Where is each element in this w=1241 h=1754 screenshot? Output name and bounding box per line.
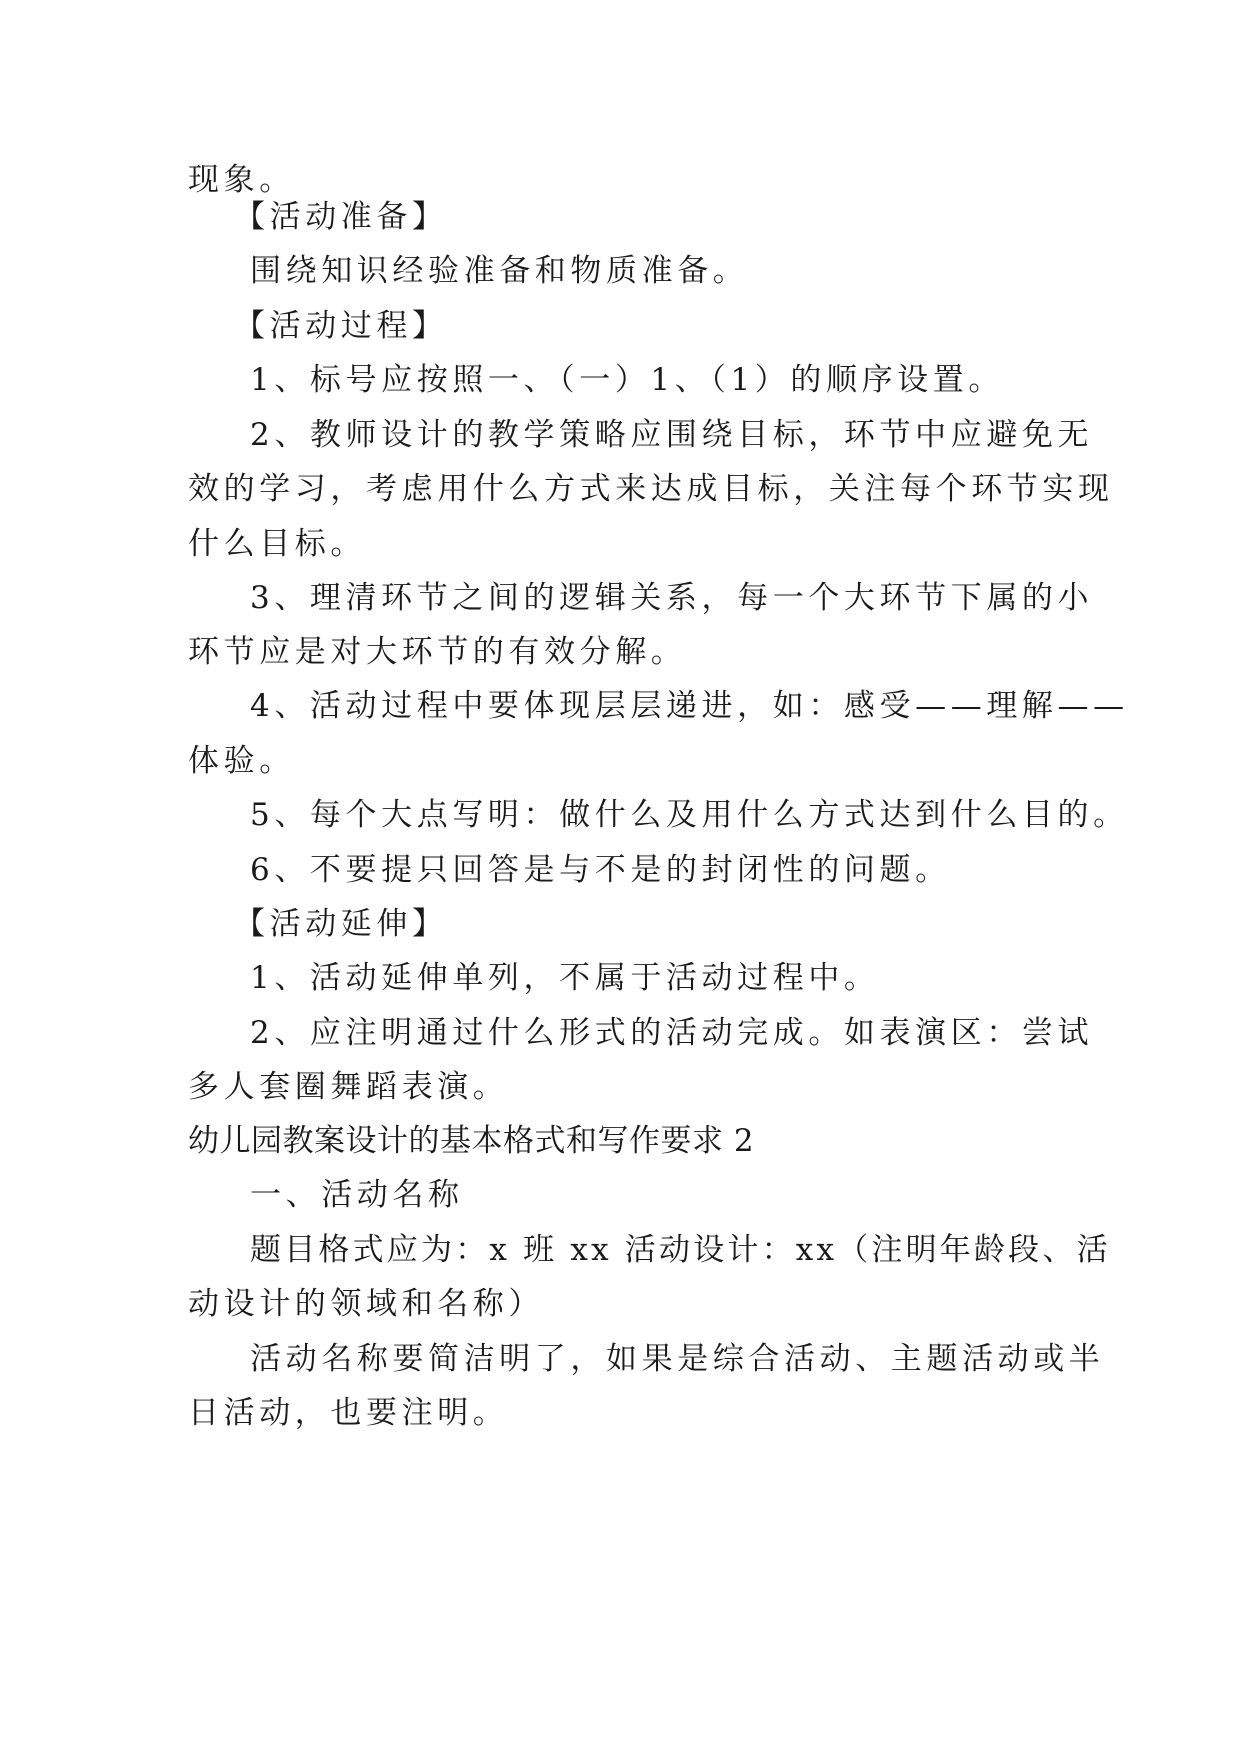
paragraph-line: 1、活动延伸单列，不属于活动过程中。 [250, 960, 880, 996]
section-heading-activity-preparation: 【活动准备】 [234, 199, 448, 235]
paragraph-line: 什么目标。 [188, 526, 366, 562]
paragraph-line: 1、标号应按照一、（一）1、（1）的顺序设置。 [250, 362, 1004, 398]
paragraph-line: 动设计的领域和名称） [188, 1286, 544, 1322]
paragraph-line: 日活动，也要注明。 [188, 1395, 509, 1431]
paragraph-line: 效的学习，考虑用什么方式来达成目标，关注每个环节实现 [188, 471, 1114, 507]
paragraph-line: 现象。 [188, 162, 295, 198]
paragraph-line: 活动名称要简洁明了，如果是综合活动、主题活动或半 [250, 1341, 1105, 1377]
paragraph-line: 环节应是对大环节的有效分解。 [188, 634, 687, 670]
paragraph-line: 2、教师设计的教学策略应围绕目标，环节中应避免无 [250, 417, 1094, 453]
paragraph-line: 题目格式应为：x 班 xx 活动设计：xx（注明年龄段、活 [250, 1232, 1111, 1268]
paragraph-line: 4、活动过程中要体现层层递进，如：感受——理解—— [250, 688, 1129, 724]
paragraph-line: 3、理清环节之间的逻辑关系，每一个大环节下属的小 [250, 580, 1094, 616]
paragraph-line: 2、应注明通过什么形式的活动完成。如表演区：尝试 [250, 1015, 1094, 1051]
paragraph-line: 5、每个大点写明：做什么及用什么方式达到什么目的。 [250, 797, 1129, 833]
paragraph-line: 体验。 [188, 743, 295, 779]
section-heading-activity-extension: 【活动延伸】 [234, 906, 448, 942]
section-heading-activity-name: 一、活动名称 [250, 1177, 464, 1213]
paragraph-line: 多人套圈舞蹈表演。 [188, 1069, 509, 1105]
document-title: 幼儿园教案设计的基本格式和写作要求 2 [188, 1123, 755, 1159]
section-heading-activity-process: 【活动过程】 [234, 308, 448, 344]
paragraph-line: 围绕知识经验准备和物质准备。 [250, 253, 749, 289]
paragraph-line: 6、不要提只回答是与不是的封闭性的问题。 [250, 852, 951, 888]
